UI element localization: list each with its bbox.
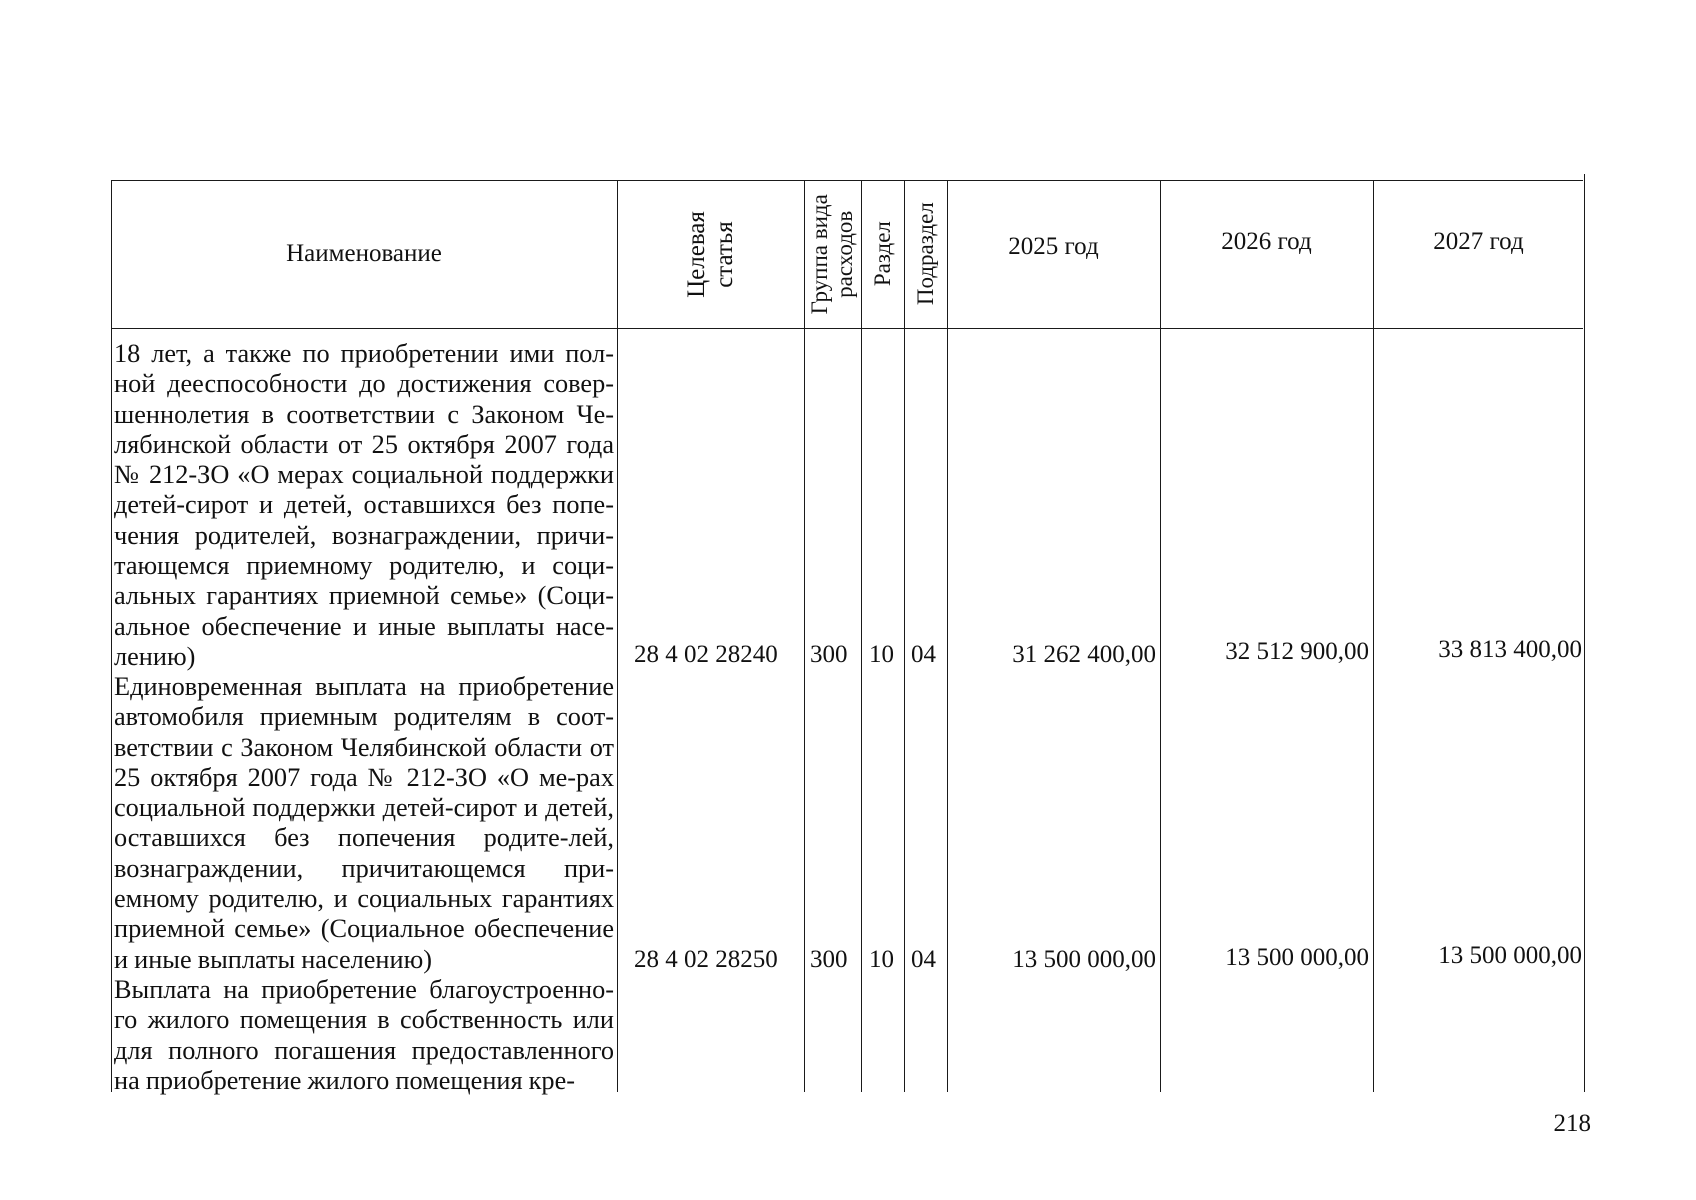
row-2-section: 10	[869, 946, 894, 973]
row-2-description: Единовременная выплата на приобретение автомобиля приемным родителям в соот-ветствии с Законом Челябинской области от 25 октября 2007 года № 212-ЗО «О ме-рах социальной поддержки детей-сирот и детей, оставшихся без попечения родите-лей, вознаграждении, причитающемся при-емному родителю, и социальных гарантиях приемной семье» (Социальное обеспечение и иные выплаты населению)	[114, 672, 614, 974]
header-section-text: Раздел	[869, 221, 895, 287]
header-expense-group-text	[807, 194, 858, 314]
row-1-2025: 31 262 400,00	[1012, 641, 1156, 668]
row-1-2027: 33 813 400,00	[1438, 636, 1582, 663]
header-target-article-text	[683, 211, 738, 298]
header-name	[111, 180, 617, 328]
header-section	[861, 180, 904, 328]
row-2-2027: 13 500 000,00	[1438, 942, 1582, 969]
header-2025-text: 2025 год	[1008, 233, 1099, 261]
header-group-line1: Группа вида	[807, 193, 833, 315]
row-1-subsection: 04	[911, 641, 936, 668]
header-expense-group	[804, 180, 861, 328]
col-border-right	[1584, 174, 1585, 1092]
row-1-description: 18 лет, а также по приобретении ими пол-ной дееспособности до достижения совер-шеннолетия в соответствии с Законом Че-лябинской области от 25 октября 2007 года № 212-ЗО «О мерах социальной поддержки детей-сирот и детей, оставшихся без попе-чения родителей, вознаграждении, причи-тающемся приемному родителю, и соци-альных гарантиях приемной семье» (Соци-альное обеспечение и иные выплаты насе-лению)	[114, 339, 614, 671]
row-1-target-article: 28 4 02 28240	[634, 641, 778, 668]
row-2-expense-group: 300	[810, 946, 848, 973]
header-group-line2: расходов	[832, 210, 858, 298]
header-name-text: Наименование	[286, 240, 442, 268]
row-3-description: Выплата на приобретение благоустроенно-го жилого помещения в собственность или для полного погашения предоставленного на приобретение жилого помещения кре-	[114, 975, 614, 1095]
header-2026-text: 2026 год	[1221, 228, 1312, 256]
row-2-subsection: 04	[911, 946, 936, 973]
header-2027-text: 2027 год	[1433, 228, 1524, 256]
row-1-expense-group: 300	[810, 641, 848, 668]
header-2025	[947, 180, 1160, 328]
header-subsection-text: Подраздел	[912, 202, 938, 306]
header-bottom-border	[111, 328, 1583, 329]
header-target-article	[617, 180, 804, 328]
row-2-target-article: 28 4 02 28250	[634, 946, 778, 973]
row-2-2025: 13 500 000,00	[1012, 946, 1156, 973]
header-target-line1: Целевая	[682, 210, 710, 298]
header-2026	[1160, 180, 1373, 328]
row-1-2026: 32 512 900,00	[1225, 638, 1369, 665]
row-1-section: 10	[869, 641, 894, 668]
header-subsection	[904, 180, 947, 328]
page-number: 218	[1553, 1110, 1591, 1137]
header-target-line2: статья	[710, 220, 738, 288]
header-2027	[1373, 180, 1584, 328]
row-2-2026: 13 500 000,00	[1225, 944, 1369, 971]
